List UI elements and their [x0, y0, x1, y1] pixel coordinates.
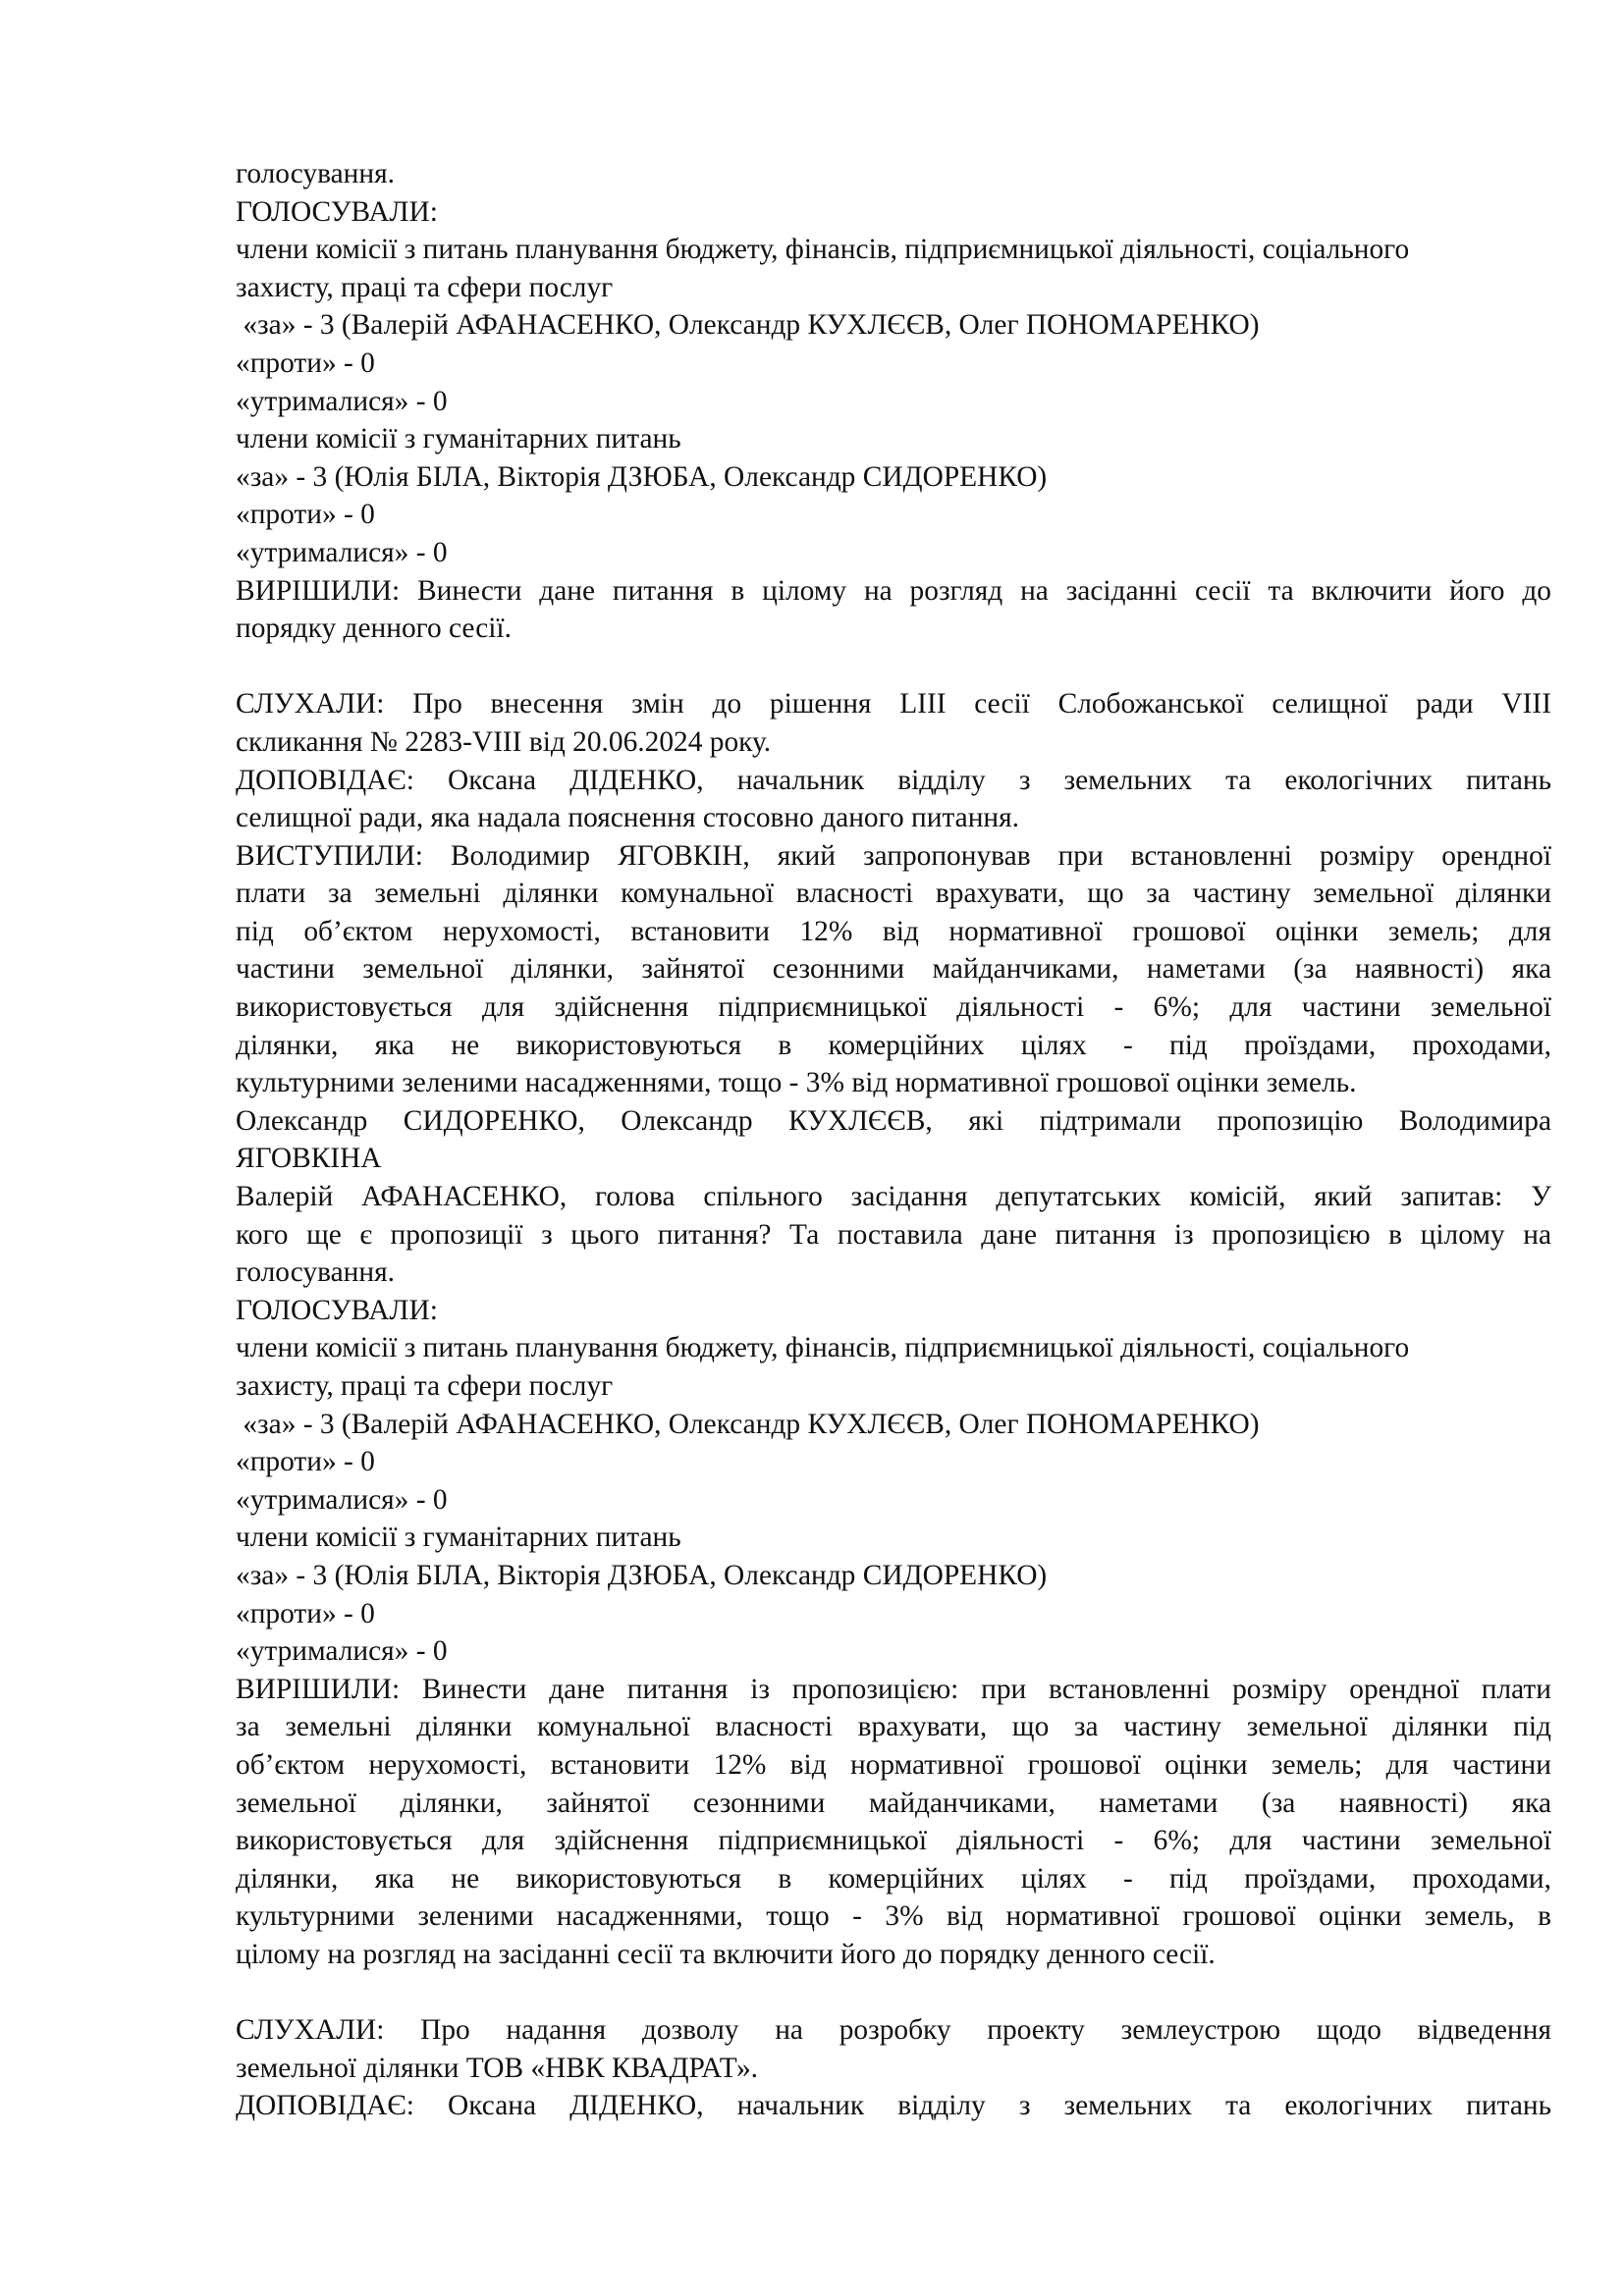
- text-line: культурними зеленими насадженнями, тощо - 3% від нормативної грошової оцінки земель.: [236, 1067, 1357, 1099]
- text-line: члени комісії з питань планування бюджету, фінансів, підприємницької діяльності, соціального: [236, 234, 1410, 266]
- text-line: ГОЛОСУВАЛИ:: [236, 1294, 438, 1326]
- text-line: «проти» - 0: [236, 347, 375, 379]
- text-line: земельної ділянки, зайнятої сезонними майданчиками, наметами (за наявності) яка: [236, 1787, 1551, 1819]
- text-line: «за» - 3 (Юлія БІЛА, Вікторія ДЗЮБА, Олександр СИДОРЕНКО): [236, 460, 1048, 493]
- text-line: «утрималися» - 0: [236, 1483, 448, 1516]
- text-line: «за» - 3 (Юлія БІЛА, Вікторія ДЗЮБА, Олександр СИДОРЕНКО): [236, 1559, 1048, 1591]
- text-line: ГОЛОСУВАЛИ:: [236, 195, 438, 228]
- text-line: ВИСТУПИЛИ: Володимир ЯГОВКІН, який запропонував при встановленні розміру орендної: [236, 839, 1551, 872]
- text-line: ВИРІШИЛИ: Винести дане питання із пропозицією: при встановленні розміру орендної плати: [236, 1673, 1551, 1705]
- text-line: «проти» - 0: [236, 1597, 375, 1629]
- text-line: цілому на розгляд на засіданні сесії та включити його до порядку денного сесії.: [236, 1938, 1216, 1970]
- text-line: скликання № 2283-VIII від 20.06.2024 року.: [236, 725, 772, 758]
- text-line: ДОПОВІДАЄ: Оксана ДІДЕНКО, начальник відділу з земельних та екологічних питань: [236, 764, 1551, 796]
- text-line: члени комісії з гуманітарних питань: [236, 423, 681, 455]
- text-line: «утрималися» - 0: [236, 385, 448, 417]
- text-line: кого ще є пропозиції з цього питання? Та поставила дане питання із пропозицією в цілому на: [236, 1218, 1551, 1251]
- text-line: порядку денного сесії.: [236, 613, 512, 645]
- text-line: «проти» - 0: [236, 1446, 375, 1478]
- paragraph-gap: [236, 648, 1551, 686]
- text-line: ділянки, яка не використовуються в комерційних цілях - під проїздами, проходами,: [236, 1862, 1551, 1895]
- text-line: «утрималися» - 0: [236, 1635, 448, 1668]
- text-line: «за» - 3 (Валерій АФАНАСЕНКО, Олександр КУХЛЄЄВ, Олег ПОНОМАРЕНКО): [236, 1408, 1260, 1440]
- text-line: культурними зеленими насадженнями, тощо - 3% від нормативної грошової оцінки земель, в: [236, 1900, 1551, 1933]
- text-line: ділянки, яка не використовуються в комерційних цілях - під проїздами, проходами,: [236, 1029, 1551, 1061]
- text-line: члени комісії з гуманітарних питань: [236, 1522, 681, 1554]
- text-line: «утрималися» - 0: [236, 536, 448, 568]
- text-line: «за» - 3 (Валерій АФАНАСЕНКО, Олександр КУХЛЄЄВ, Олег ПОНОМАРЕНКО): [236, 309, 1260, 342]
- text-line: захисту, праці та сфери послуг: [236, 271, 614, 303]
- text-line: Валерій АФАНАСЕНКО, голова спільного засідання депутатських комісій, який запитав: У: [236, 1181, 1551, 1213]
- text-line: голосування.: [236, 1256, 395, 1289]
- text-line: використовується для здійснення підприємницької діяльності - 6%; для частини земельної: [236, 991, 1551, 1024]
- text-line: під об’єктом нерухомості, встановити 12% від нормативної грошової оцінки земель; для: [236, 915, 1551, 947]
- text-line: Олександр СИДОРЕНКО, Олександр КУХЛЄЄВ, які підтримали пропозицію Володимира: [236, 1104, 1551, 1137]
- text-line: голосування.: [236, 158, 395, 189]
- text-line: «проти» - 0: [236, 499, 375, 531]
- text-line: ДОПОВІДАЄ: Оксана ДІДЕНКО, начальник відділу з земельних та екологічних питань: [236, 2090, 1551, 2122]
- text-line: об’єктом нерухомості, встановити 12% від нормативної грошової оцінки земель; для частини: [236, 1748, 1551, 1781]
- text-line: СЛУХАЛИ: Про внесення змін до рішення LIII сесії Слобожанської селищної ради VIII: [236, 688, 1551, 721]
- text-line: захисту, праці та сфери послуг: [236, 1370, 614, 1402]
- document-page: [236, 155, 1551, 2125]
- text-line: земельної ділянки ТОВ «НВК КВАДРАТ».: [236, 2052, 758, 2084]
- text-line: за земельні ділянки комунальної власності врахувати, що за частину земельної ділянки під: [236, 1711, 1551, 1743]
- text-line: плати за земельні ділянки комунальної власності врахувати, що за частину земельної ділянки: [236, 878, 1551, 910]
- text-line: селищної ради, яка надала пояснення стосовно даного питання.: [236, 802, 1020, 834]
- text-line: використовується для здійснення підприємницької діяльності - 6%; для частини земельної: [236, 1825, 1551, 1857]
- text-line: ВИРІШИЛИ: Винести дане питання в цілому на розгляд на засіданні сесії та включити його до: [236, 574, 1551, 607]
- text-line: ЯГОВКІНА: [236, 1143, 382, 1175]
- text-line: СЛУХАЛИ: Про надання дозволу на розробку проекту землеустрою щодо відведення: [236, 2014, 1551, 2047]
- text-line: частини земельної ділянки, зайнятої сезонними майданчиками, наметами (за наявності) яка: [236, 953, 1551, 986]
- text-line: члени комісії з питань планування бюджету, фінансів, підприємницької діяльності, соціального: [236, 1332, 1410, 1364]
- paragraph-gap: [236, 1974, 1551, 2012]
